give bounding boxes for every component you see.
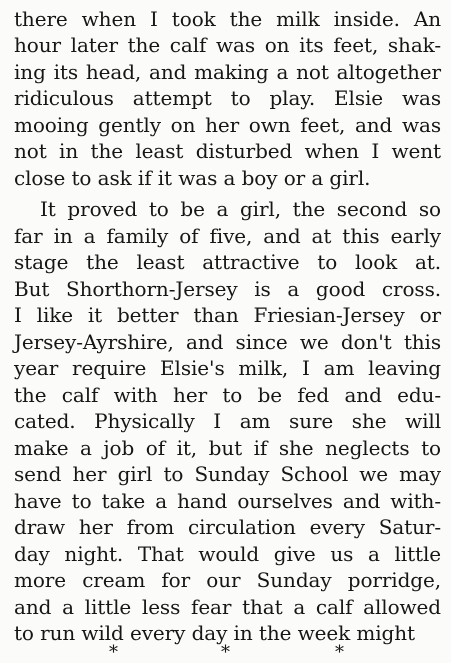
text-line: ing its head, and making a not altogether bbox=[14, 60, 441, 84]
text-line: But Shorthorn-Jersey is a good cross. bbox=[14, 277, 441, 301]
text-line: cated. Physically I am sure she will bbox=[14, 409, 441, 433]
text-line: mooing gently on her own feet, and was bbox=[14, 113, 441, 137]
section-break-asterisk: * bbox=[335, 642, 344, 663]
text-line: there when I took the milk inside. An bbox=[14, 7, 441, 31]
text-line: send her girl to Sunday School we may bbox=[14, 462, 441, 486]
text-line: to run wild every day in the week might bbox=[14, 621, 415, 645]
section-break-asterisk: * bbox=[221, 642, 230, 663]
text-line: year require Elsie's milk, I am leaving bbox=[14, 356, 441, 380]
text-line: Jersey-Ayrshire, and since we don't this bbox=[14, 330, 441, 354]
text-line: and a little less fear that a calf allowed bbox=[14, 595, 441, 619]
text-line: I like it better than Friesian-Jersey or bbox=[14, 303, 441, 327]
section-break bbox=[0, 642, 451, 663]
text-line: day night. That would give us a little bbox=[14, 542, 441, 566]
text-line: draw her from circulation every Satur- bbox=[14, 515, 441, 539]
text-line: It proved to be a girl, the second so bbox=[40, 197, 441, 221]
text-line: more cream for our Sunday porridge, bbox=[14, 568, 441, 592]
text-line: hour later the calf was on its feet, shak- bbox=[14, 33, 441, 57]
text-line: close to ask if it was a boy or a girl. bbox=[14, 166, 371, 190]
text-line: stage the least attractive to look at. bbox=[14, 250, 441, 274]
text-line: have to take a hand ourselves and with- bbox=[14, 489, 441, 513]
section-break-asterisk: * bbox=[109, 642, 118, 663]
text-line: far in a family of five, and at this early bbox=[14, 224, 441, 248]
text-line: make a job of it, but if she neglects to bbox=[14, 436, 441, 460]
text-line: not in the least disturbed when I went bbox=[14, 139, 441, 163]
text-line: the calf with her to be fed and edu- bbox=[14, 383, 441, 407]
text-line: ridiculous attempt to play. Elsie was bbox=[14, 86, 441, 110]
